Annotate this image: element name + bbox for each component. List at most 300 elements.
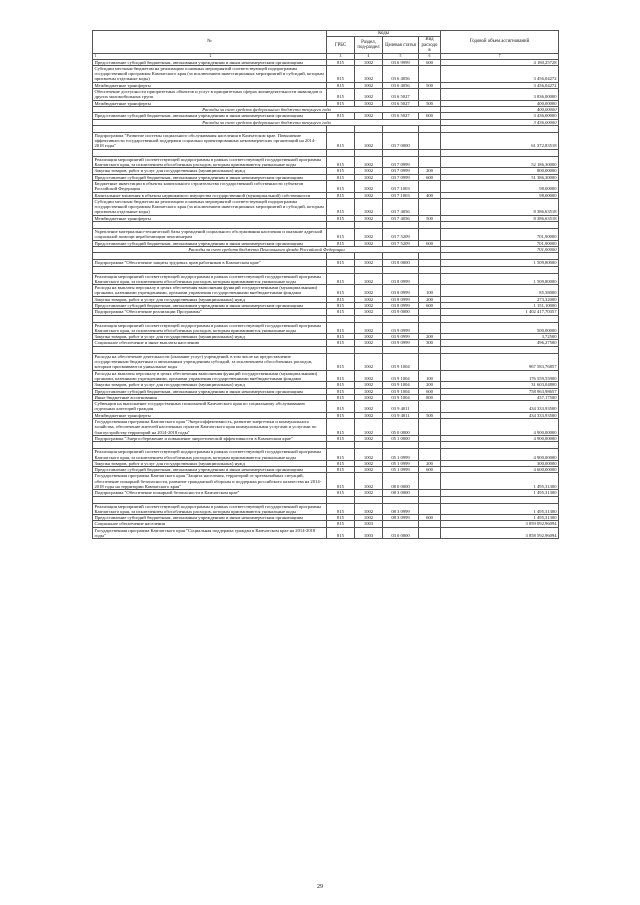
grbs-code: 815: [327, 113, 355, 119]
grbs-code: 815: [327, 515, 355, 521]
grbs-code: 815: [327, 419, 355, 436]
item-name: Подпрограмма "Обеспечение пожарной безопасности в Камчатском крае": [93, 490, 327, 496]
spacer-cell: [355, 253, 383, 260]
expense-type-code: 600: [419, 302, 441, 308]
item-name: Социальное обеспечение и иные выплаты населению: [93, 340, 327, 346]
spacer-cell: [93, 496, 327, 503]
item-name: Бюджетные инвестиции в объекты капитального строительства государственной собственности субъектов Российской Федерации: [93, 180, 327, 192]
spacer-cell: [327, 149, 355, 156]
grbs-code: 815: [327, 401, 355, 413]
spacer-cell: [327, 315, 355, 322]
section-code: 1002: [355, 215, 383, 221]
target-article-code: 03 9 0999: [383, 322, 419, 334]
item-name: Субсидии местным бюджетам на реализацию основных мероприятий соответствующей подпрограммы государственной программы Камчатского края (за исключением инвестиционных мероприятий и субсидий, которым присвоены отдельные коды): [93, 65, 327, 82]
spacer-cell: [419, 346, 441, 353]
spacer-cell: [93, 346, 327, 353]
target-article-code: 03 7 0999: [383, 168, 419, 174]
grbs-code: 815: [327, 180, 355, 192]
expense-type-code: 600: [419, 59, 441, 65]
section-code: 1002: [355, 435, 383, 441]
annual-amount: 701,90000: [441, 240, 559, 246]
annual-amount: 800,00000: [441, 168, 559, 174]
grbs-code: 815: [327, 334, 355, 340]
expense-type-code: 600: [419, 113, 441, 119]
expense-type-code: 500: [419, 215, 441, 221]
spacer-cell: [355, 149, 383, 156]
target-article-code: 03 7 1003: [383, 192, 419, 198]
grbs-code: 815: [327, 302, 355, 308]
spacer-cell: [327, 125, 355, 132]
annual-amount: 457,17500: [441, 394, 559, 400]
grbs-code: 815: [327, 174, 355, 180]
colnum-4: 4: [355, 54, 383, 59]
header-cs: Целевая статья: [383, 37, 419, 54]
section-code: 1002: [355, 89, 383, 101]
expense-type-code: [419, 503, 441, 515]
item-name: Предоставление субсидий бюджетным, автономным учреждениям и иным некоммерческим организациям: [93, 302, 327, 308]
spacer-row: [93, 315, 559, 322]
annual-amount: 273,32000: [441, 296, 559, 302]
annual-amount: 496,27500: [441, 340, 559, 346]
grbs-code: 815: [327, 382, 355, 388]
spacer-cell: [419, 125, 441, 132]
grbs-code: 815: [327, 156, 355, 168]
header-no: №: [93, 31, 327, 54]
table-row: [93, 229, 559, 241]
note-amount: 3 436,00000: [441, 119, 559, 125]
budget-sheet: [92, 30, 558, 539]
annual-amount: 176 559,55900: [441, 370, 559, 382]
spacer-row: [93, 149, 559, 156]
spacer-cell: [355, 315, 383, 322]
spacer-cell: [383, 346, 419, 353]
table-row: [93, 527, 559, 539]
colnum-2: 2: [209, 54, 212, 59]
section-code: 1002: [355, 394, 383, 400]
target-article-code: 03 9 1004: [383, 382, 419, 388]
expense-type-code: [419, 473, 441, 490]
section-code: 1002: [355, 100, 383, 106]
grbs-code: 815: [327, 490, 355, 496]
annual-amount: 1 151,10000: [441, 302, 559, 308]
grbs-code: 815: [327, 388, 355, 394]
target-article-code: 03 6 4056: [383, 82, 419, 88]
target-article-code: 03 9 1004: [383, 388, 419, 394]
spacer-row: [93, 253, 559, 260]
expense-type-code: 400: [419, 192, 441, 198]
annual-amount: 400,00000: [441, 100, 559, 106]
target-article-code: 03 6 5027: [383, 89, 419, 101]
item-name: Реализация мероприятий соответствующей подпрограммы в рамках соответствующей государственной программы Камчатского края, за исключением обособленных расходов, которым присваиваются уникальные коды: [93, 156, 327, 168]
section-code: 1002: [355, 340, 383, 346]
expense-type-code: 600: [419, 467, 441, 473]
section-code: 1002: [355, 412, 383, 418]
grbs-code: 815: [327, 322, 355, 334]
spacer-cell: [383, 149, 419, 156]
item-name: Государственная программа Камчатского края "Защита населения, территорий от чрезвычайных ситуаций, обеспечение пожарной безопасности, развитие гражданской обороны и поддержка российского казачества на 2014-2018 годы на территории Камчатского края": [93, 473, 327, 490]
item-name: Предоставление субсидий бюджетным, автономным учреждениям и иным некоммерческим организациям: [93, 240, 327, 246]
table-body: [93, 54, 559, 539]
spacer-cell: [441, 266, 559, 273]
section-code: 1002: [355, 309, 383, 315]
section-code: 1002: [355, 273, 383, 285]
annual-amount: 1 509,80000: [441, 260, 559, 266]
item-name: Подпрограмма "Энергосбережение и повышение энергетической эффективности в Камчатском крае": [93, 435, 327, 441]
annual-amount: 4 180,25728: [441, 59, 559, 65]
expense-type-code: [419, 65, 441, 82]
annual-amount: 434 333,93500: [441, 401, 559, 413]
expense-type-code: 600: [419, 174, 441, 180]
item-name: Предоставление субсидий бюджетным, автономным учреждениям и иным некоммерческим организациям: [93, 467, 327, 473]
target-article-code: 03 6 5027: [383, 113, 419, 119]
spacer-cell: [355, 222, 383, 229]
item-name: Иные бюджетные ассигнования: [93, 394, 327, 400]
annual-amount: 3 456,04272: [441, 82, 559, 88]
annual-amount: 758 963,98657: [441, 388, 559, 394]
target-article-code: 03 9 0000: [383, 309, 419, 315]
spacer-cell: [383, 253, 419, 260]
expense-type-code: 500: [419, 82, 441, 88]
target-article-code: 05 1 0999: [383, 460, 419, 466]
expense-type-code: [419, 132, 441, 149]
expense-type-code: 200: [419, 296, 441, 302]
spacer-cell: [441, 222, 559, 229]
annual-amount: 701,90000: [441, 229, 559, 241]
spacer-row: [93, 346, 559, 353]
target-article-code: 03 7 0999: [383, 174, 419, 180]
target-article-code: 03 9 4011: [383, 401, 419, 413]
expense-type-code: 500: [419, 100, 441, 106]
grbs-code: 815: [327, 460, 355, 466]
section-code: 1002: [355, 113, 383, 119]
note-amount: 701,90000: [441, 246, 559, 252]
grbs-code: 815: [327, 449, 355, 461]
spacer-cell: [93, 253, 327, 260]
grbs-code: 815: [327, 215, 355, 221]
table-row: [93, 65, 559, 82]
header-codes: Коды: [327, 31, 441, 37]
target-article-code: 05 0 0000: [383, 419, 419, 436]
section-code: 1002: [355, 515, 383, 521]
spacer-cell: [327, 442, 355, 449]
spacer-cell: [419, 149, 441, 156]
grbs-code: 815: [327, 370, 355, 382]
expense-type-code: [419, 322, 441, 334]
section-code: 1002: [355, 460, 383, 466]
expense-type-code: 500: [419, 412, 441, 418]
section-code: 1002: [355, 353, 383, 370]
spacer-cell: [383, 125, 419, 132]
spacer-row: [93, 222, 559, 229]
grbs-code: 815: [327, 467, 355, 473]
annual-amount: 4 900,00000: [441, 449, 559, 461]
grbs-code: 815: [327, 240, 355, 246]
grbs-code: 815: [327, 285, 355, 297]
grbs-code: 815: [327, 473, 355, 490]
page-number: 29: [317, 884, 323, 890]
grbs-code: 815: [327, 229, 355, 241]
target-article-code: 08 3 0999: [383, 503, 419, 515]
expense-type-code: 800: [419, 394, 441, 400]
grbs-code: 815: [327, 412, 355, 418]
table-row: [93, 353, 559, 370]
spacer-cell: [327, 266, 355, 273]
grbs-code: 815: [327, 309, 355, 315]
colnum-6: 6: [419, 54, 441, 59]
item-name: Реализация мероприятий соответствующей подпрограммы в рамках соответствующей государственной программы Камчатского края, за исключением обособленных расходов, которым присваиваются уникальные коды: [93, 273, 327, 285]
target-article-code: 05 1 0999: [383, 449, 419, 461]
item-name: Укрепление материально-технической базы учреждений социального обслуживания населения и оказание адресной социальной помощи неработающим пенсионерам: [93, 229, 327, 241]
target-article-code: 03 6 4056: [383, 65, 419, 82]
budget-table: [92, 30, 559, 539]
annual-amount: 1 495,31300: [441, 490, 559, 496]
table-row: [93, 370, 559, 382]
annual-amount: 61 372,83518: [441, 132, 559, 149]
expense-type-code: [419, 449, 441, 461]
item-name: Расходы на выплаты персоналу в целях обеспечения выполнения функций государственными (муниципальными) органами, казенными учреждениями, органами управления государственными внебюджетными фондами: [93, 370, 327, 382]
annual-amount: 51 386,30000: [441, 174, 559, 180]
item-name: Государственная программа Камчатского края "Энергоэффективность, развитие энергетики и коммунального хозяйства, обеспечение жителей населенных пунктов Камчатского края коммунальными услугами и услугами по благоустройству территорий на 2014-2018 годы": [93, 419, 327, 436]
header-grbs: ГРБС: [327, 37, 355, 54]
spacer-cell: [327, 346, 355, 353]
annual-amount: 4 600,00000: [441, 467, 559, 473]
expense-type-code: 200: [419, 460, 441, 466]
section-code: 1002: [355, 334, 383, 340]
item-name: Реализация мероприятий соответствующей подпрограммы в рамках соответствующей государственной программы Камчатского края, за исключением обособленных расходов, которым присваиваются уникальные коды: [93, 449, 327, 461]
section-code: 1002: [355, 296, 383, 302]
item-name: Государственная программа Камчатского края "Социальная поддержка граждан в Камчатском крае на 2014-2018 годы": [93, 527, 327, 539]
section-code: 1002: [355, 240, 383, 246]
target-article-code: 03 8 0999: [383, 302, 419, 308]
item-name: Межбюджетные трансферты: [93, 100, 327, 106]
table-row: [93, 322, 559, 334]
item-name: Межбюджетные трансферты: [93, 82, 327, 88]
note-text: Расходы за счет средств федерального бюджета текущего года: [93, 119, 441, 125]
table-row: [93, 273, 559, 285]
grbs-code: 815: [327, 59, 355, 65]
annual-amount: 3 859 092,96094: [441, 521, 559, 527]
expense-type-code: [419, 401, 441, 413]
target-article-code: 03 6 5027: [383, 100, 419, 106]
target-article-code: 03 7 1003: [383, 180, 419, 192]
annual-amount: 8 386,63518: [441, 198, 559, 215]
expense-type-code: 600: [419, 240, 441, 246]
spacer-cell: [355, 125, 383, 132]
table-row: [93, 180, 559, 192]
item-name: Подпрограмма "Развитие системы социального обслуживания населения в Камчатском крае. Повышение эффективности государственной поддержки социально ориентированных некоммерческих организаций на 2014-2018 годы": [93, 132, 327, 149]
spacer-cell: [327, 222, 355, 229]
expense-type-code: 200: [419, 168, 441, 174]
expense-type-code: [419, 180, 441, 192]
section-code: 1002: [355, 467, 383, 473]
target-article-code: 08 0 0000: [383, 473, 419, 490]
target-article-code: 03 8 0999: [383, 273, 419, 285]
grbs-code: 815: [327, 168, 355, 174]
spacer-row: [93, 125, 559, 132]
section-code: 1002: [355, 388, 383, 394]
target-article-code: 03 7 4056: [383, 215, 419, 221]
grbs-code: 815: [327, 132, 355, 149]
item-name: Реализация мероприятий соответствующей подпрограммы в рамках соответствующей государственной программы Камчатского края, за исключением обособленных расходов, которым присваиваются уникальные коды: [93, 322, 327, 334]
target-article-code: 03 8 0000: [383, 260, 419, 266]
section-code: 1002: [355, 473, 383, 490]
annual-amount: 52 186,30000: [441, 156, 559, 168]
expense-type-code: 600: [419, 515, 441, 521]
colnum-5: 5: [383, 54, 419, 59]
annual-amount: 1 509,80000: [441, 273, 559, 285]
section-code: 1002: [355, 370, 383, 382]
grbs-code: 815: [327, 527, 355, 539]
item-name: Предоставление субсидий бюджетным, автономным учреждениям и иным некоммерческим организациям: [93, 388, 327, 394]
section-code: 1002: [355, 180, 383, 192]
spacer-cell: [419, 496, 441, 503]
section-code: 1002: [355, 156, 383, 168]
spacer-cell: [441, 253, 559, 260]
section-code: 1002: [355, 490, 383, 496]
spacer-cell: [93, 442, 327, 449]
spacer-cell: [441, 346, 559, 353]
expense-type-code: [419, 353, 441, 370]
annual-amount: 3,72500: [441, 334, 559, 340]
spacer-cell: [419, 315, 441, 322]
expense-type-code: [419, 419, 441, 436]
item-name: Социальное обеспечение населения: [93, 521, 327, 527]
target-article-code: 03 9 1004: [383, 370, 419, 382]
expense-type-code: [419, 89, 441, 101]
target-article-code: 03 8 0999: [383, 285, 419, 297]
section-code: 1002: [355, 503, 383, 515]
section-code: 1002: [355, 192, 383, 198]
table-row: [93, 449, 559, 461]
target-article-code: 03 9 4011: [383, 412, 419, 418]
item-name: Закупка товаров, работ и услуг для государственных (муниципальных) нужд: [93, 382, 327, 388]
colnum-7: 7: [441, 54, 559, 59]
grbs-code: 815: [327, 100, 355, 106]
table-row: [93, 473, 559, 490]
target-article-code: 03 7 0000: [383, 132, 419, 149]
spacer-cell: [93, 315, 327, 322]
grbs-code: 815: [327, 65, 355, 82]
section-code: 1002: [355, 449, 383, 461]
grbs-code: 815: [327, 89, 355, 101]
table-row: [93, 156, 559, 168]
grbs-code: 815: [327, 260, 355, 266]
expense-type-code: [419, 156, 441, 168]
item-name: Предоставление субсидий бюджетным, автономным учреждениям и иным некоммерческим организациям: [93, 174, 327, 180]
expense-type-code: 200: [419, 334, 441, 340]
target-article-code: 03 6 9999: [383, 59, 419, 65]
expense-type-code: 300: [419, 340, 441, 346]
table-row: [93, 285, 559, 297]
item-name: Предоставление субсидий бюджетным, автономным учреждениям и иным некоммерческим организациям: [93, 113, 327, 119]
annual-amount: 500,00000: [441, 322, 559, 334]
annual-amount: 31 603,04800: [441, 382, 559, 388]
spacer-cell: [419, 266, 441, 273]
grbs-code: 815: [327, 353, 355, 370]
target-article-code: 03 0 0000: [383, 527, 419, 539]
target-article-code: 05 1 0000: [383, 435, 419, 441]
grbs-code: 815: [327, 198, 355, 215]
item-name: Закупка товаров, работ и услуг для государственных (муниципальных) нужд: [93, 334, 327, 340]
annual-amount: 1 402 417,70357: [441, 309, 559, 315]
item-name: Подпрограмма "Обеспечение реализации Программы": [93, 309, 327, 315]
grbs-code: 815: [327, 340, 355, 346]
colnum-1: 1: [94, 54, 97, 59]
item-name: Закупка товаров, работ и услуг для государственных (муниципальных) нужд: [93, 296, 327, 302]
annual-amount: 300,00000: [441, 460, 559, 466]
section-code: 1002: [355, 82, 383, 88]
item-name: Субсидии местным бюджетам на реализацию основных мероприятий соответствующей подпрограммы государственной программы Камчатского края (за исключением инвестиционных мероприятий и субсидий, которым присвоены отдельные коды): [93, 198, 327, 215]
target-article-code: 03 9 0999: [383, 334, 419, 340]
note-amount: 400,00000: [441, 106, 559, 112]
annual-amount: 1 495,31300: [441, 503, 559, 515]
grbs-code: 815: [327, 273, 355, 285]
target-article-code: 03 9 1004: [383, 394, 419, 400]
annual-amount: 98,00000: [441, 180, 559, 192]
spacer-cell: [383, 222, 419, 229]
annual-amount: 8 386,63518: [441, 215, 559, 221]
grbs-code: 815: [327, 503, 355, 515]
target-article-code: 03 9 0999: [383, 340, 419, 346]
table-row: [93, 198, 559, 215]
section-code: 1002: [355, 198, 383, 215]
annual-amount: 98,00000: [441, 192, 559, 198]
item-name: Расходы на обеспечение деятельности (оказание услуг) учреждений, в том числе на предоставление государственным бюджетным и автономным учреждениям субсидий, за исключением обособленных расходов, которым присваиваются уникальные коды: [93, 353, 327, 370]
spacer-row: [93, 266, 559, 273]
item-name: Реализация мероприятий соответствующей подпрограммы в рамках соответствующей государственной программы Камчатского края, за исключением обособленных расходов, которым присваиваются уникальные коды: [93, 503, 327, 515]
annual-amount: 4 900,00000: [441, 435, 559, 441]
expense-type-code: [419, 229, 441, 241]
item-name: Межбюджетные трансферты: [93, 215, 327, 221]
spacer-cell: [383, 496, 419, 503]
annual-amount: 3 836,00000: [441, 89, 559, 101]
grbs-code: 815: [327, 296, 355, 302]
expense-type-code: 200: [419, 382, 441, 388]
spacer-cell: [327, 253, 355, 260]
spacer-cell: [419, 442, 441, 449]
expense-type-code: [419, 273, 441, 285]
spacer-cell: [355, 346, 383, 353]
item-name: Закупка товаров, работ и услуг для государственных (муниципальных) нужд: [93, 168, 327, 174]
spacer-cell: [441, 442, 559, 449]
spacer-cell: [93, 266, 327, 273]
target-article-code: 05 1 0999: [383, 467, 419, 473]
section-code: 1002: [355, 168, 383, 174]
item-name: Подпрограмма "Обеспечение защиты трудовых прав работников в Камчатском крае": [93, 260, 327, 266]
target-article-code: 03 7 4056: [383, 198, 419, 215]
section-code: 1002: [355, 401, 383, 413]
table-row: [93, 503, 559, 515]
target-article-code: 08 3 0000: [383, 490, 419, 496]
item-name: Межбюджетные трансферты: [93, 412, 327, 418]
section-code: 1002: [355, 419, 383, 436]
header-sum: Годовой объем ассигнований: [441, 31, 559, 54]
target-article-code: 03 9 1004: [383, 353, 419, 370]
annual-amount: 434 333,93500: [441, 412, 559, 418]
target-article-code: 03 7 5209: [383, 229, 419, 241]
spacer-cell: [327, 496, 355, 503]
annual-amount: 967 583,76857: [441, 353, 559, 370]
spacer-cell: [419, 253, 441, 260]
header-rz: Раздел, под-раздел: [355, 37, 383, 54]
spacer-cell: [93, 125, 327, 132]
item-name: Субвенции на выполнение государственных полномочий Камчатского края по социальному обслуживанию отдельных категорий граждан: [93, 401, 327, 413]
item-name: Закупка товаров, работ и услуг для государственных (муниципальных) нужд: [93, 460, 327, 466]
grbs-code: 815: [327, 192, 355, 198]
annual-amount: 3 456,04272: [441, 65, 559, 82]
annual-amount: 3 436,00000: [441, 113, 559, 119]
section-code: 1003: [355, 527, 383, 539]
